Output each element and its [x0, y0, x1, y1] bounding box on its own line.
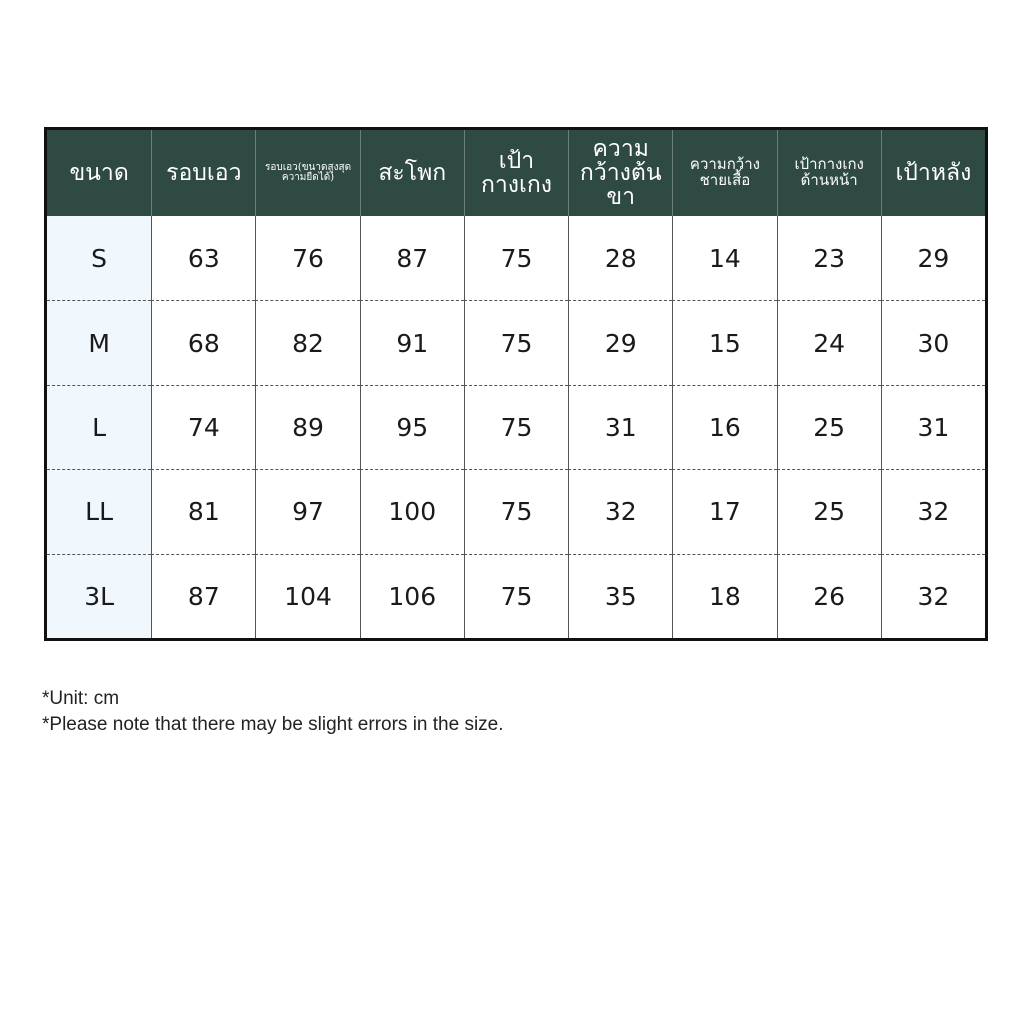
measurement-cell: 81: [151, 469, 255, 553]
measurement-cell: 75: [464, 469, 568, 553]
measurement-cell: 18: [672, 554, 776, 638]
unit-note: *Unit: cm: [42, 688, 120, 709]
column-header: ขนาด: [47, 130, 151, 216]
measurement-cell: 26: [777, 554, 881, 638]
measurement-cell: 15: [672, 300, 776, 384]
measurement-cell: 75: [464, 216, 568, 300]
size-label-cell: 3L: [47, 554, 151, 638]
measurement-cell: 68: [151, 300, 255, 384]
measurement-cell: 29: [881, 216, 985, 300]
column-header: รอบเอว: [151, 130, 255, 216]
measurement-cell: 75: [464, 385, 568, 469]
measurement-cell: 14: [672, 216, 776, 300]
measurement-cell: 87: [151, 554, 255, 638]
measurement-cell: 75: [464, 300, 568, 384]
size-chart-table: [44, 127, 988, 641]
measurement-cell: 25: [777, 469, 881, 553]
notes: [42, 686, 504, 738]
measurement-cell: 28: [568, 216, 672, 300]
column-header: เป้ากางเกงด้านหน้า: [777, 130, 881, 216]
column-header: ความกว้างต้นขา: [568, 130, 672, 216]
measurement-cell: 76: [255, 216, 359, 300]
measurement-cell: 63: [151, 216, 255, 300]
disclaimer-note: *Please note that there may be slight errors in the size.: [42, 714, 504, 735]
measurement-cell: 31: [881, 385, 985, 469]
column-header: เป้าหลัง: [881, 130, 985, 216]
size-label-cell: L: [47, 385, 151, 469]
measurement-cell: 17: [672, 469, 776, 553]
measurement-cell: 32: [881, 469, 985, 553]
measurement-cell: 95: [360, 385, 464, 469]
measurement-cell: 100: [360, 469, 464, 553]
size-label-cell: LL: [47, 469, 151, 553]
measurement-cell: 30: [881, 300, 985, 384]
size-label-cell: M: [47, 300, 151, 384]
measurement-cell: 75: [464, 554, 568, 638]
measurement-cell: 32: [881, 554, 985, 638]
measurement-cell: 25: [777, 385, 881, 469]
column-header: ความกว้างชายเสื้อ: [672, 130, 776, 216]
measurement-cell: 104: [255, 554, 359, 638]
measurement-cell: 89: [255, 385, 359, 469]
measurement-cell: 74: [151, 385, 255, 469]
column-header: เป้ากางเกง: [464, 130, 568, 216]
measurement-cell: 31: [568, 385, 672, 469]
measurement-cell: 32: [568, 469, 672, 553]
measurement-cell: 97: [255, 469, 359, 553]
size-label-cell: S: [47, 216, 151, 300]
measurement-cell: 35: [568, 554, 672, 638]
measurement-cell: 106: [360, 554, 464, 638]
measurement-cell: 87: [360, 216, 464, 300]
measurement-cell: 91: [360, 300, 464, 384]
measurement-cell: 16: [672, 385, 776, 469]
column-header: สะโพก: [360, 130, 464, 216]
measurement-cell: 24: [777, 300, 881, 384]
column-header: รอบเอว(ขนาดสูงสุดความยืดได้): [255, 130, 359, 216]
measurement-cell: 23: [777, 216, 881, 300]
measurement-cell: 82: [255, 300, 359, 384]
measurement-cell: 29: [568, 300, 672, 384]
